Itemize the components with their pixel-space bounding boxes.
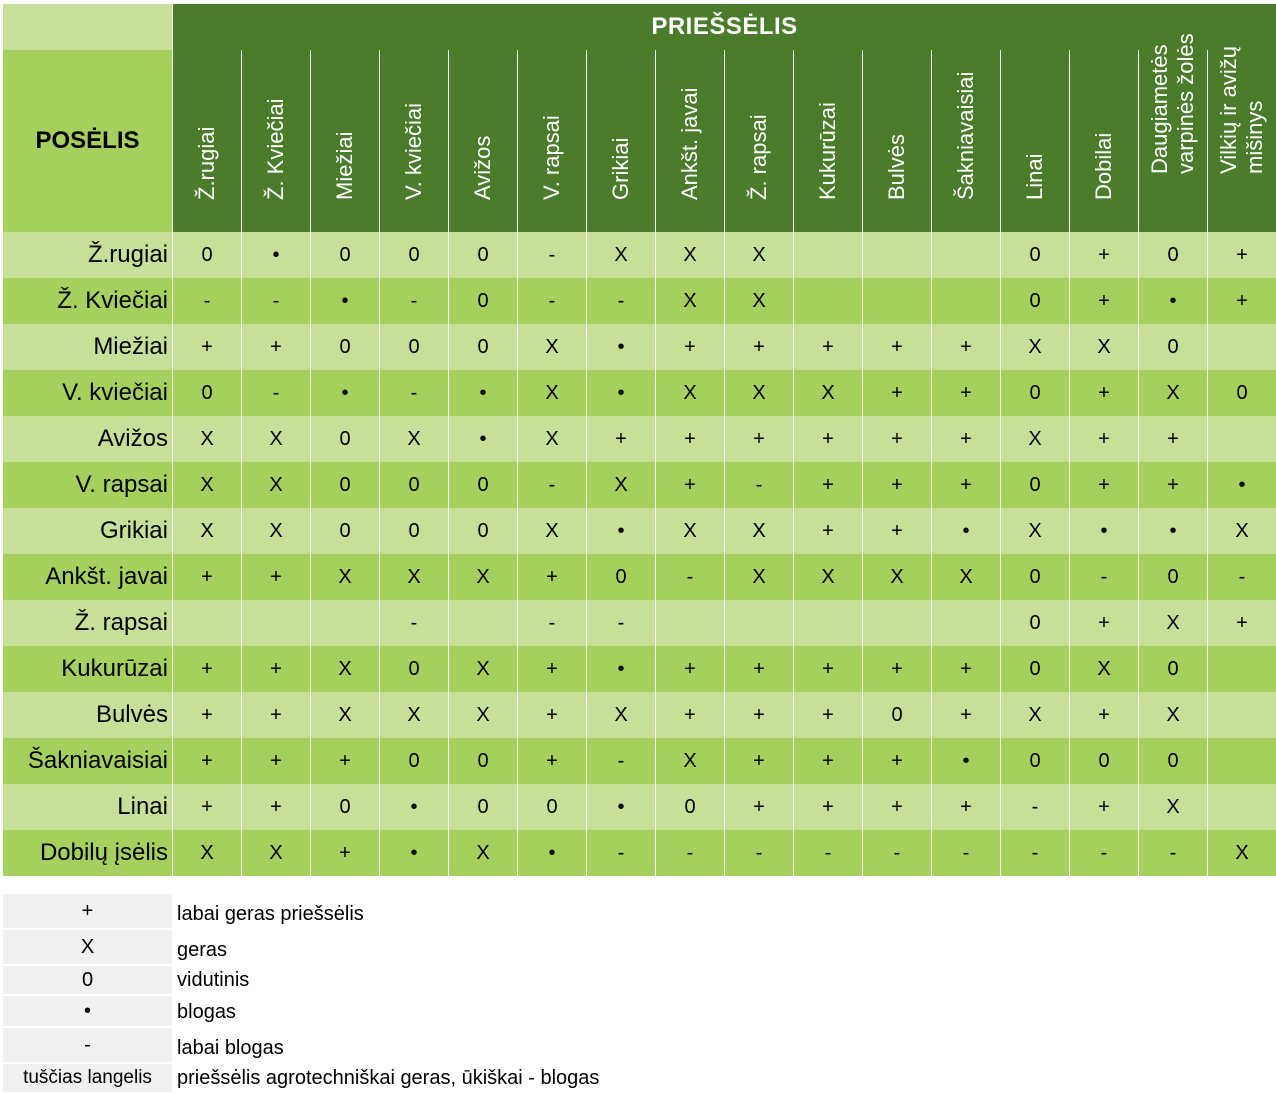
table-cell [1208,324,1276,370]
table-cell: 0 [1139,646,1207,692]
column-header-label: Šakniavaisiai [953,71,978,200]
table-cell: 0 [380,232,448,278]
table-cell: X [1208,830,1276,876]
table-cell [1208,738,1276,784]
table-cell [863,600,931,646]
table-cell: 0 [449,324,517,370]
column-header [173,50,241,232]
table-cell: X [587,462,655,508]
table-cell: 0 [173,370,241,416]
table-cell: + [173,784,241,830]
table-cell: + [311,738,379,784]
table-cell: • [587,370,655,416]
table-cell: X [725,508,793,554]
table-cell: X [1139,692,1207,738]
column-header-label: Miežiai [332,131,357,200]
table-cell: X [656,508,724,554]
table-cell: X [518,508,586,554]
table-cell: + [656,416,724,462]
table-cell: X [173,416,241,462]
table-cell: + [1070,278,1138,324]
table-cell: X [1070,646,1138,692]
table-cell: X [173,830,241,876]
column-header-label: Bulvės [884,133,909,200]
table-cell [1208,784,1276,830]
table-cell: + [518,738,586,784]
table-cell: 0 [449,462,517,508]
table-cell: 0 [1070,738,1138,784]
column-header-label: Daugiametės varpinės žolės [1147,33,1198,174]
table-cell: 0 [380,738,448,784]
table-cell: + [1070,232,1138,278]
table-cell: + [173,554,241,600]
table-cell: + [863,416,931,462]
table-cell: 0 [1139,554,1207,600]
column-header-label: Ž.rugiai [194,126,219,200]
table-cell [794,278,862,324]
table-cell [1208,646,1276,692]
table-cell: + [173,738,241,784]
column-header [1070,50,1138,232]
table-cell: - [380,278,448,324]
table-cell: • [449,416,517,462]
table-cell: X [1208,508,1276,554]
table-cell: - [794,830,862,876]
table-cell: 0 [449,784,517,830]
table-cell: 0 [311,416,379,462]
table-cell: X [242,830,310,876]
table-cell: + [1208,232,1276,278]
table-cell: X [518,416,586,462]
table-cell: + [587,416,655,462]
table-cell: X [1001,508,1069,554]
table-cell [863,278,931,324]
table-cell: • [1208,462,1276,508]
table-cell: - [1001,830,1069,876]
table-cell: 0 [1001,738,1069,784]
table-cell: X [173,462,241,508]
table-cell: X [518,324,586,370]
table-cell: + [1208,278,1276,324]
table-cell: X [380,554,448,600]
table-cell: - [1208,554,1276,600]
table-cell: X [1070,324,1138,370]
row-label: Ž. rapsai [3,600,172,646]
legend-row [3,1028,599,1062]
table-cell: + [725,692,793,738]
table-cell [173,600,241,646]
table-cell: • [1070,508,1138,554]
table-cell: 0 [1001,278,1069,324]
table-cell: X [380,692,448,738]
legend-text: labai geras priešsėlis [177,903,364,925]
table-cell: + [863,646,931,692]
row-label: Ankšt. javai [3,554,172,600]
table-cell: X [656,278,724,324]
table-cell: X [1001,416,1069,462]
table-cell: + [863,508,931,554]
column-header-label: Avižos [470,135,495,200]
table-cell: X [242,508,310,554]
table-cell: X [311,692,379,738]
table-cell: X [656,738,724,784]
table-cell: • [449,370,517,416]
legend-row [3,996,599,1026]
table-cell: - [656,830,724,876]
table-cell: 0 [380,646,448,692]
table-cell: - [1139,830,1207,876]
table-cell: + [794,508,862,554]
table-cell: + [242,738,310,784]
table-cell: X [242,462,310,508]
row-label: Miežiai [3,324,172,370]
row-label: Grikiai [3,508,172,554]
table-cell: + [242,692,310,738]
table-cell: - [725,462,793,508]
table-cell: + [311,830,379,876]
table-cell: 0 [173,232,241,278]
table-cell: • [311,370,379,416]
table-cell: + [725,646,793,692]
legend-row [3,894,599,928]
column-header-label: V. kviečiai [401,102,426,200]
table-cell: - [518,278,586,324]
table-cell: + [518,646,586,692]
table-cell: X [1001,324,1069,370]
table-cell: - [380,370,448,416]
table-cell: + [518,554,586,600]
table-cell [311,600,379,646]
table-cell: • [587,784,655,830]
table-cell: + [932,646,1000,692]
table-cell: - [380,600,448,646]
column-header [1001,50,1069,232]
table-cell: • [1139,508,1207,554]
table-cell: + [656,462,724,508]
column-header-label: Grikiai [608,137,633,200]
table-cell: X [518,370,586,416]
table-cell: X [725,370,793,416]
column-header-label: Ankšt. javai [677,87,702,200]
table-cell: X [932,554,1000,600]
table-cell: X [1139,370,1207,416]
table-cell [449,600,517,646]
table-cell: + [794,324,862,370]
table-cell: - [173,278,241,324]
table-cell: X [587,232,655,278]
table-cell [863,232,931,278]
table-cell: + [932,462,1000,508]
row-label: Šakniavaisiai [3,738,172,784]
column-header [863,50,931,232]
column-header-label: Ž. rapsai [746,114,771,200]
table-cell: X [1139,784,1207,830]
table-cell: + [932,324,1000,370]
table-cell [794,232,862,278]
table-cell: + [794,462,862,508]
table-cell: 0 [311,784,379,830]
table-cell: X [1001,692,1069,738]
rotation-table [3,4,1276,876]
table-cell: X [656,370,724,416]
table-cell [1208,692,1276,738]
table-cell: 0 [1001,646,1069,692]
table-cell: - [587,830,655,876]
legend-text: blogas [177,1001,236,1023]
table-cell: + [932,692,1000,738]
table-cell: - [1001,784,1069,830]
table-cell: + [794,738,862,784]
column-header-label: Linai [1022,153,1047,200]
table-cell: X [587,692,655,738]
table-cell: • [242,232,310,278]
table-cell: X [794,554,862,600]
row-label: Kukurūzai [3,646,172,692]
table-cell: - [587,738,655,784]
row-label: Avižos [3,416,172,462]
table-cell: + [1070,784,1138,830]
table-cell: + [1070,692,1138,738]
table-cell: 0 [1208,370,1276,416]
table-cell: 0 [1001,462,1069,508]
table-cell: + [863,324,931,370]
table-cell: + [863,462,931,508]
table-cell: + [1208,600,1276,646]
table-cell: + [863,784,931,830]
column-header [932,50,1000,232]
table-cell [656,600,724,646]
table-cell: 0 [1001,232,1069,278]
table-cell: 0 [311,232,379,278]
column-header [449,50,517,232]
row-label: Dobilų įsėlis [3,830,172,876]
table-cell: X [449,692,517,738]
row-label: Bulvės [3,692,172,738]
table-cell: • [311,278,379,324]
legend-symbol: + [3,894,172,928]
table-cell: • [932,508,1000,554]
table-cell: 0 [587,554,655,600]
table-cell: - [932,830,1000,876]
table-cell: • [380,830,448,876]
legend-symbol: X [3,930,172,964]
row-label: Ž.rugiai [3,232,172,278]
following-crop-header: POSĖLIS [3,50,172,232]
table-cell: • [518,830,586,876]
legend-symbol: • [3,996,172,1026]
row-label: Ž. Kviečiai [3,278,172,324]
table-cell: + [1070,462,1138,508]
table-cell: + [242,646,310,692]
table-cell: - [863,830,931,876]
table-cell: 0 [311,324,379,370]
column-header-label: Dobilai [1091,132,1116,200]
table-cell: X [794,370,862,416]
table-cell [932,278,1000,324]
table-cell: - [587,278,655,324]
table-cell: 0 [1001,600,1069,646]
table-cell: + [656,692,724,738]
table-cell: + [725,784,793,830]
table-cell: - [1070,830,1138,876]
table-cell: X [449,554,517,600]
table-cell: + [794,416,862,462]
table-cell: X [725,554,793,600]
table-cell [932,232,1000,278]
table-cell: + [863,738,931,784]
table-cell: • [932,738,1000,784]
legend-text: labai blogas [177,1037,284,1059]
legend-row [3,1064,599,1092]
legend-symbol: tuščias langelis [3,1064,172,1092]
table-cell: + [794,692,862,738]
column-header [242,50,310,232]
table-cell: - [587,600,655,646]
table-cell: + [725,416,793,462]
table-cell: 0 [1139,232,1207,278]
legend-symbol: - [3,1028,172,1062]
table-cell: X [173,508,241,554]
table-cell: + [863,370,931,416]
row-label: V. kviečiai [3,370,172,416]
table-cell: + [656,324,724,370]
table-cell [794,600,862,646]
column-header-label: Kukurūzai [815,102,840,200]
table-cell: + [242,554,310,600]
table-cell: + [242,324,310,370]
table-cell: - [656,554,724,600]
row-label: V. rapsai [3,462,172,508]
column-header [794,50,862,232]
table-cell: • [587,508,655,554]
table-cell: + [173,646,241,692]
table-cell: • [587,646,655,692]
table-cell: X [311,554,379,600]
table-cell: X [656,232,724,278]
table-cell: + [656,646,724,692]
table-cell: + [173,324,241,370]
table-cell: 0 [311,508,379,554]
table-cell: + [794,646,862,692]
table-cell: 0 [380,508,448,554]
table-cell: + [1139,462,1207,508]
table-cell: X [1139,600,1207,646]
table-cell: 0 [1001,554,1069,600]
table-cell: + [518,692,586,738]
table-cell: + [725,324,793,370]
table-cell: + [1139,416,1207,462]
table-cell: - [242,370,310,416]
legend-row [3,930,599,964]
table-cell: 0 [1139,324,1207,370]
legend-symbol: 0 [3,966,172,994]
legend-row [3,966,599,994]
table-cell: + [173,692,241,738]
column-header [587,50,655,232]
table-cell: - [518,462,586,508]
table-cell: X [449,646,517,692]
table-cell: X [242,416,310,462]
column-header [656,50,724,232]
table-cell: + [932,416,1000,462]
table-cell: + [1070,416,1138,462]
table-cell: 0 [449,738,517,784]
table-corner [3,4,172,50]
column-header-label: Ž. Kviečiai [263,98,288,200]
table-cell: 0 [1001,370,1069,416]
table-cell: 0 [449,508,517,554]
table-cell: + [1070,370,1138,416]
table-cell: - [725,830,793,876]
row-label: Linai [3,784,172,830]
table-cell: + [242,784,310,830]
preceding-crop-header: PRIEŠSĖLIS [173,4,1276,50]
column-header [380,50,448,232]
table-cell: + [725,738,793,784]
table-cell: X [725,278,793,324]
column-header [518,50,586,232]
table-cell: X [311,646,379,692]
table-cell [932,600,1000,646]
column-header [1208,46,1276,232]
table-cell: - [242,278,310,324]
table-cell: 0 [380,462,448,508]
table-cell [1208,416,1276,462]
column-header-label: Vilkių ir avižų mišinys [1216,46,1267,174]
table-cell: 0 [449,278,517,324]
table-cell: + [932,370,1000,416]
table-cell: 0 [380,324,448,370]
table-cell: 0 [1139,738,1207,784]
column-header [311,50,379,232]
column-header [725,50,793,232]
legend-text: priešsėlis agrotechniškai geras, ūkiškai - blogas [177,1067,600,1089]
column-header-label: V. rapsai [539,115,564,200]
table-cell: - [518,232,586,278]
table-cell: - [1070,554,1138,600]
column-header [1139,33,1207,232]
table-cell: + [794,784,862,830]
table-cell: X [380,416,448,462]
table-cell [242,600,310,646]
table-cell: • [380,784,448,830]
table-cell: • [587,324,655,370]
table-cell: 0 [311,462,379,508]
table-cell: 0 [863,692,931,738]
legend-text: vidutinis [177,969,250,991]
table-cell: • [1139,278,1207,324]
table-cell: 0 [449,232,517,278]
table-cell: 0 [656,784,724,830]
table-cell: + [1070,600,1138,646]
legend-text: geras [177,939,228,961]
table-cell [725,600,793,646]
table-cell: X [449,830,517,876]
table-cell: 0 [518,784,586,830]
table-cell: X [863,554,931,600]
legend [3,894,599,1094]
table-cell: + [932,784,1000,830]
table-cell: X [725,232,793,278]
table-cell: - [518,600,586,646]
